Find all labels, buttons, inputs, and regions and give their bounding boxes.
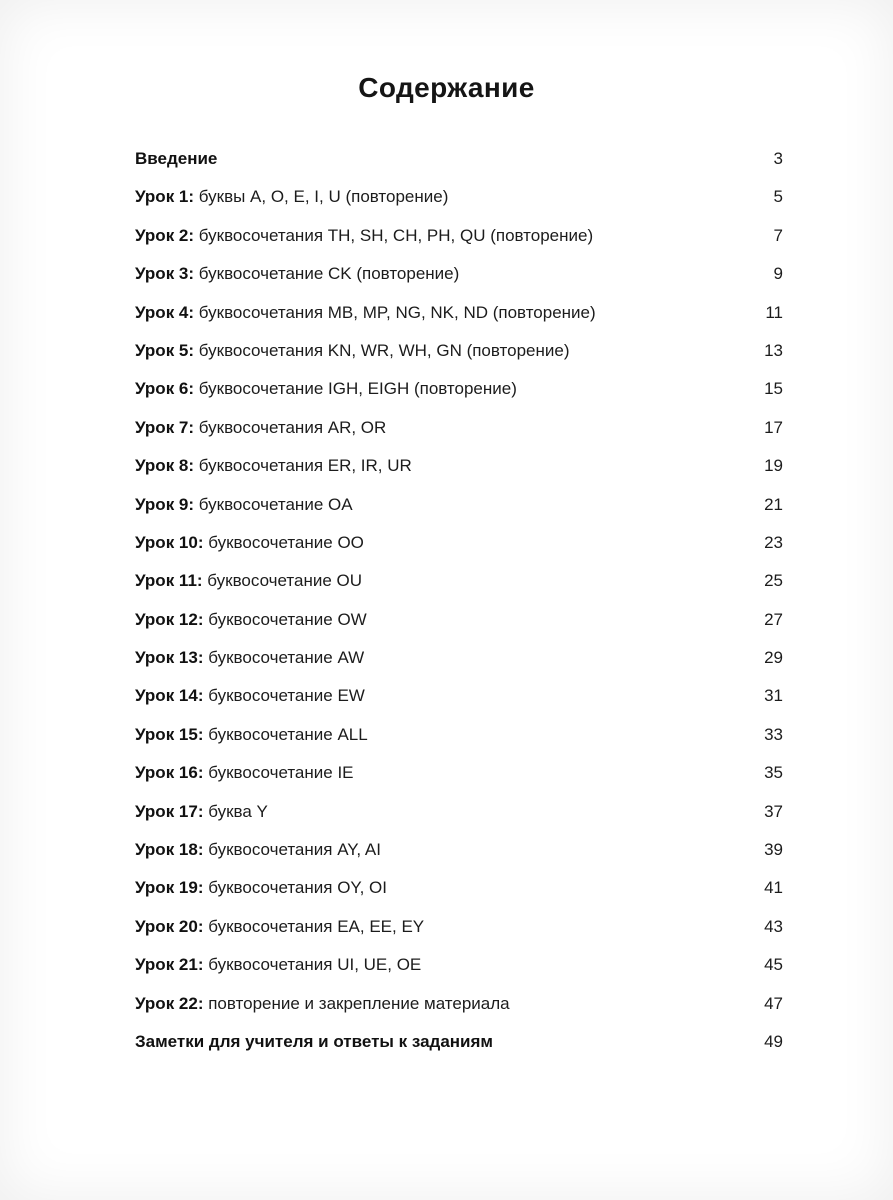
toc-entry-text — [135, 725, 368, 745]
toc-entry-lead: Урок 6: — [135, 379, 195, 399]
toc-page-number: 15 — [764, 379, 783, 399]
toc-row — [135, 226, 783, 264]
toc-entry-rest: буква Y — [203, 801, 268, 821]
toc-entry-rest: буквосочетание OO — [203, 532, 364, 552]
toc-entry-rest: буквосочетание EW — [203, 686, 365, 706]
toc-row — [135, 725, 783, 763]
toc-entry-text — [135, 878, 387, 898]
toc-row — [135, 840, 783, 878]
toc-page-number: 43 — [764, 916, 783, 936]
toc-entry-text — [135, 571, 362, 591]
toc-entry-rest: буквосочетания EA, EE, EY — [203, 916, 425, 936]
toc-row — [135, 149, 783, 187]
toc-entry-rest: буквосочетания MB, MP, NG, NK, ND (повторение) — [194, 302, 596, 322]
toc-page-number: 47 — [764, 993, 783, 1013]
toc-entry-lead: Урок 12: — [135, 609, 204, 629]
toc-entry-text — [135, 648, 364, 668]
toc-row — [135, 686, 783, 724]
toc-entry-rest: буквосочетания TH, SH, CH, PH, QU (повторение) — [194, 225, 594, 245]
toc-page-number: 19 — [764, 456, 783, 476]
toc-page-number: 35 — [764, 763, 783, 783]
toc-entry-lead: Урок 13: — [135, 648, 204, 668]
toc-entry-lead: Урок 20: — [135, 916, 204, 936]
toc-entry-lead: Урок 16: — [135, 763, 204, 783]
toc-entry-text — [135, 994, 510, 1014]
toc-entry-text — [135, 610, 367, 630]
toc-entry-lead: Урок 8: — [135, 456, 195, 476]
toc-entry-lead: Урок 14: — [135, 686, 204, 706]
toc-entry-text — [135, 418, 386, 438]
toc-page-number: 11 — [765, 302, 783, 322]
toc-entry-rest: буквосочетание CK (повторение) — [194, 264, 460, 284]
toc-entry-lead: Урок 17: — [135, 801, 204, 821]
toc-entry-text — [135, 533, 364, 553]
toc-entry-rest: буквосочетания ER, IR, UR — [194, 456, 412, 476]
toc-row — [135, 763, 783, 801]
toc-row — [135, 878, 783, 916]
toc-entry-lead: Урок 4: — [135, 302, 195, 322]
toc-row — [135, 917, 783, 955]
toc-entry-text — [135, 763, 354, 783]
toc-entry-rest: буквосочетание OA — [194, 494, 353, 514]
toc-entry-text — [135, 917, 424, 937]
toc-row — [135, 456, 783, 494]
toc-row — [135, 303, 783, 341]
toc-entry-text — [135, 187, 448, 207]
toc-entry-rest: буквосочетания KN, WR, WH, GN (повторение) — [194, 340, 570, 360]
toc-entry-rest: буквосочетания OY, OI — [203, 878, 387, 898]
toc-entry-text — [135, 840, 381, 860]
toc-page-number: 7 — [773, 225, 783, 245]
toc-row — [135, 533, 783, 571]
toc-row — [135, 341, 783, 379]
toc-row — [135, 994, 783, 1032]
toc-entry-text — [135, 456, 412, 476]
toc-entry-lead: Урок 15: — [135, 724, 204, 744]
toc-entry-text — [135, 495, 353, 515]
toc-entry-lead: Урок 5: — [135, 340, 195, 360]
toc-entry-rest: буквы A, O, E, I, U (повторение) — [194, 187, 449, 207]
toc-entry-rest: буквосочетание IGH, EIGH (повторение) — [194, 379, 517, 399]
toc-entry-text — [135, 1032, 493, 1052]
toc-page-number: 17 — [764, 417, 783, 437]
toc-entry-text — [135, 686, 365, 706]
toc-entry-lead: Заметки для учителя и ответы к заданиям — [135, 1031, 494, 1051]
toc-row — [135, 648, 783, 686]
toc-row — [135, 610, 783, 648]
toc-page-number: 41 — [764, 878, 783, 898]
toc-page-number: 3 — [773, 149, 783, 168]
toc-entry-lead: Урок 1: — [135, 187, 195, 207]
toc-row — [135, 1032, 783, 1070]
page-title: Содержание — [358, 72, 535, 103]
toc-entry-text — [135, 226, 593, 246]
toc-page-number: 31 — [764, 686, 783, 706]
toc-page-number: 5 — [773, 187, 783, 207]
toc-row — [135, 187, 783, 225]
toc-entry-lead: Урок 10: — [135, 532, 204, 552]
toc-entry-rest: буквосочетание AW — [203, 648, 365, 668]
toc-entry-lead: Урок 2: — [135, 225, 195, 245]
toc-page-number: 49 — [764, 1031, 783, 1051]
toc-entry-text — [135, 303, 596, 323]
toc-row — [135, 571, 783, 609]
toc-entry-lead: Урок 22: — [135, 993, 204, 1013]
toc-entry-lead: Урок 9: — [135, 494, 195, 514]
toc-row — [135, 418, 783, 456]
toc-row — [135, 495, 783, 533]
toc-page-number: 25 — [764, 571, 783, 591]
toc-entry-text — [135, 955, 421, 975]
toc-entry-lead: Урок 3: — [135, 264, 195, 284]
toc-row — [135, 955, 783, 993]
toc-entry-rest: буквосочетания UI, UE, OE — [203, 955, 422, 975]
toc-entry-lead: Урок 11: — [135, 571, 203, 591]
toc-entry-text — [135, 264, 459, 284]
toc-entry-lead: Урок 19: — [135, 878, 204, 898]
toc-entry-text — [135, 341, 570, 361]
toc-entry-rest: буквосочетание OU — [202, 571, 363, 591]
toc-row — [135, 379, 783, 417]
toc-entry-text — [135, 149, 217, 169]
toc-entry-lead: Введение — [135, 149, 218, 168]
toc-page-number: 27 — [764, 609, 783, 629]
toc-page-number: 21 — [764, 494, 783, 514]
toc-row — [135, 264, 783, 302]
toc-page-number: 23 — [764, 532, 783, 552]
toc-page-number: 33 — [764, 724, 783, 744]
toc-entry-lead: Урок 18: — [135, 840, 204, 860]
toc-page-number: 13 — [764, 340, 783, 360]
toc-entry-lead: Урок 7: — [135, 417, 195, 437]
toc-entry-rest: буквосочетания AY, AI — [203, 840, 381, 860]
toc-page-number: 45 — [764, 955, 783, 975]
toc-page-number: 37 — [764, 801, 783, 821]
toc-entry-text — [135, 802, 268, 822]
toc-page-number: 39 — [764, 840, 783, 860]
toc-page-number: 9 — [773, 264, 783, 284]
toc-row — [135, 802, 783, 840]
toc-list — [135, 149, 783, 1070]
toc-entry-text — [135, 379, 517, 399]
toc-page-number: 29 — [764, 648, 783, 668]
toc-entry-rest: буквосочетание OW — [203, 609, 367, 629]
toc-entry-rest: повторение и закрепление материала — [203, 993, 510, 1013]
toc-entry-rest: буквосочетание IE — [203, 763, 354, 783]
toc-entry-rest: буквосочетания AR, OR — [194, 417, 387, 437]
toc-entry-lead: Урок 21: — [135, 955, 204, 975]
toc-entry-rest: буквосочетание ALL — [203, 724, 368, 744]
